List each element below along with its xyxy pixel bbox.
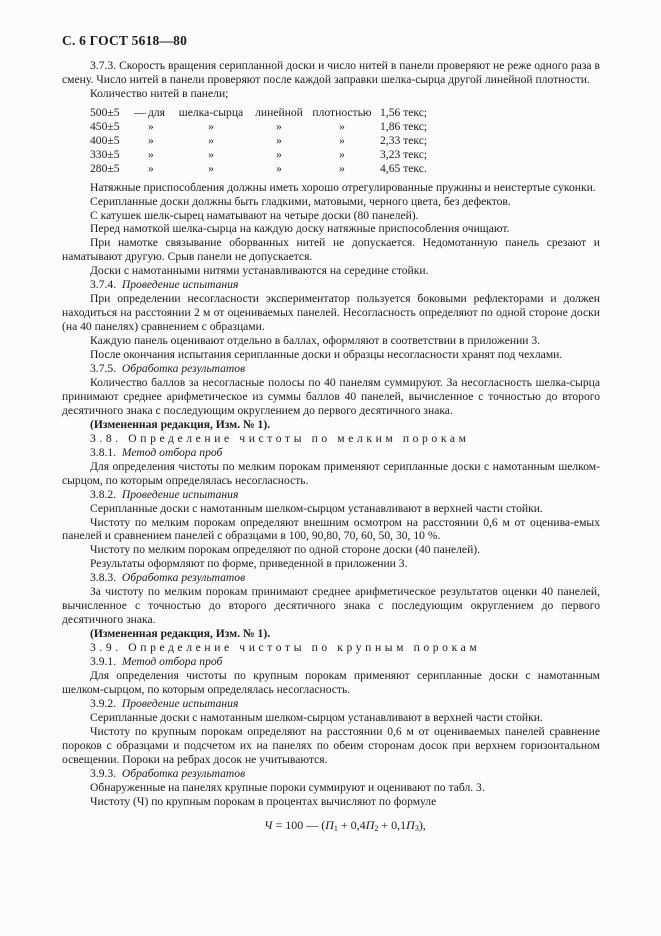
count-cell-c: » <box>276 161 282 175</box>
count-cell-v: 4,65 текс. <box>380 161 427 175</box>
paragraph-before-winding: Перед намоткой шелка-сырца на каждую доску натяжные приспособления очищают. <box>90 222 510 236</box>
paragraph-3-8-2-c: Чистоту по мелким порокам определяют по одной стороне доски (40 панелей). <box>90 543 481 557</box>
count-cell-c: » <box>276 147 282 161</box>
count-row <box>90 120 427 134</box>
count-cell-d: » <box>339 119 345 133</box>
count-row <box>90 134 427 148</box>
paragraph-3-9-1: Для определения чистоты по крупным порокам применяют серипланные доски с намотанным шелком-сырцом, по которым определялась несогласность. <box>62 668 600 696</box>
heading-3-8-1: 3.8.1. Метод отбора проб <box>90 445 223 459</box>
paragraph-3-8-3: За чистоту по мелким порокам принимают среднее арифметическое результатов оценки 40 панелей, вычисленное с точностью до второго десятичного знака с последующим округлением до первого десятичного знака. <box>62 585 600 627</box>
count-cell-n: 400±5 <box>90 133 120 147</box>
paragraph-3-8-1: Для определения чистоты по мелким порокам применяют серипланные доски с намотанным шелком-сырцом, по которым определялась несогласность. <box>62 459 600 487</box>
count-cell-n: 500±5 <box>90 105 120 119</box>
count-intro: Количество нитей в панели; <box>90 86 229 100</box>
count-cell-v: 3,23 текс; <box>380 147 428 161</box>
count-row <box>90 148 427 162</box>
count-cell-c: линейной <box>255 105 303 119</box>
paragraph-each-panel: Каждую панель оценивают отдельно в баллах, оформляют в соответствии в приложении 3. <box>90 334 541 348</box>
page-header: С. 6 ГОСТ 5618—80 <box>62 33 188 48</box>
count-cell-a: » <box>148 133 154 147</box>
paragraph-3-9-2-b: Чистоту по крупным порокам определяют на расстоянии 0,6 м от оцениваемых панелей сравнение пороков с образцами и подсчетом их на панелях по обеим сторонам досок при верхнем горизонтальном освещении. Пороки на ребрах досок не учитываются. <box>62 724 600 766</box>
paragraph-winding: При намотке связывание оборванных нитей не допускается. Недомотанную панель срезают и наматывают другую. Срыв панели не допускается. <box>62 236 600 264</box>
paragraph-tension-devices: Натяжные приспособления должны иметь хорошо отрегулированные пружины и неистертые суконки. <box>90 180 596 194</box>
count-cell-a: » <box>148 161 154 175</box>
count-cell-a: для <box>148 105 166 119</box>
paragraph-boards-stand: Доски с намотанными нитями устанавливаются на середине стойки. <box>90 264 429 278</box>
heading-3-9-1: 3.9.1. Метод отбора проб <box>90 655 223 669</box>
count-cell-v: 1,86 текс; <box>380 119 428 133</box>
paragraph-3-7-4: При определении несогласности экспериментатор пользуется боковыми рефлекторами и должен находиться на расстоянии 2 м от оцениваемых панелей. Несогласность определяют по одной стороне доски (на 40 панелях) сравнением с образцами. <box>62 292 600 334</box>
count-cell-c: » <box>276 133 282 147</box>
heading-3-9-2: 3.9.2. Проведение испытания <box>90 696 239 710</box>
document-body <box>62 59 600 835</box>
count-cell-d: » <box>339 161 345 175</box>
count-cell-dash: — <box>134 105 146 119</box>
amendment-note: (Измененная редакция, Изм. № 1). <box>90 627 271 641</box>
count-cell-dash <box>134 148 148 162</box>
thread-count-table <box>90 106 427 176</box>
paragraph-3-8-2-b: Чистоту по мелким порокам определяют внешним осмотром на расстоянии 0,6 м от оценива-емых панелей и сравнением панелей с образцами в 100, 90,80, 70, 60, 50, 30, 10 %. <box>62 515 600 543</box>
count-cell-b: » <box>208 119 214 133</box>
heading-3-8-2: 3.8.2. Проведение испытания <box>90 487 239 501</box>
paragraph-3-8-2-a: Серипланные доски с намотанным шелком-сырцом устанавливают в верхней части стойки. <box>90 501 543 515</box>
heading-3-7-4: 3.7.4. Проведение испытания <box>90 278 239 292</box>
heading-3-9-3: 3.9.3. Обработка результатов <box>90 766 246 780</box>
paragraph-boards: Серипланные доски должны быть гладкими, матовыми, черного цвета, без дефектов. <box>90 194 511 208</box>
paragraph-bobbins: С катушек шелк-сырец наматывают на четыре доски (80 панелей). <box>90 208 419 222</box>
count-cell-a: » <box>148 147 154 161</box>
count-cell-b: » <box>208 147 214 161</box>
count-cell-v: 2,33 текс; <box>380 133 428 147</box>
count-cell-b: шелка-сырца <box>178 105 244 119</box>
count-cell-dash <box>134 134 148 148</box>
paragraph-3-9-2-a: Серипланные доски с намотанным шелком-сырцом устанавливают в верхней части стойки. <box>90 710 543 724</box>
amendment-note: (Измененная редакция, Изм. № 1). <box>90 417 271 431</box>
count-cell-n: 280±5 <box>90 161 120 175</box>
count-cell-d: » <box>339 147 345 161</box>
count-cell-n: 330±5 <box>90 147 120 161</box>
paragraph-3-9-3-a: Обнаруженные на панелях крупные пороки суммируют и оценивают по табл. 3. <box>90 780 485 794</box>
count-cell-a: » <box>148 119 154 133</box>
paragraph-after-test: После окончания испытания серипланные доски и образцы несогласности хранят под чехлами. <box>90 348 563 362</box>
heading-3-8-3: 3.8.3. Обработка результатов <box>90 571 246 585</box>
count-row <box>90 162 427 176</box>
paragraph-3-8-2-d: Результаты оформляют по форме, приведенной в приложении 3. <box>90 557 408 571</box>
heading-3-7-5: 3.7.5. Обработка результатов <box>90 362 246 376</box>
count-cell-c: » <box>276 119 282 133</box>
paragraph-3-9-3-b: Чистоту (Ч) по крупным порокам в процентах вычисляют по формуле <box>90 794 437 808</box>
count-cell-dash <box>134 162 148 176</box>
heading-3-8: 3.8. Определение чистоты по мелким порокам <box>90 431 470 445</box>
count-row <box>90 106 427 120</box>
purity-formula: Ч = 100 — $(П_1 + 0,4П_2 + 0,1П_3)$, <box>264 817 426 833</box>
count-cell-dash <box>134 120 148 134</box>
paragraph-3-7-3: 3.7.3. Скорость вращения серипланной доски и число нитей в панели проверяют не реже одного раза в смену. Число нитей в панели проверяют после каждой заправки шелка-сырца другой линейной плотности. <box>62 59 600 86</box>
paragraph-3-7-5: Количество баллов за несогласные полосы по 40 панелям суммируют. За несогласность шелка-сырца принимают среднее арифметическое из суммы баллов 40 панелей, вычисленное с точностью до второго десятичного знака с последующим округлением до первого десятичного знака. <box>62 375 600 417</box>
count-cell-v: 1,56 текс; <box>380 105 428 119</box>
count-cell-n: 450±5 <box>90 119 120 133</box>
count-cell-b: » <box>208 133 214 147</box>
heading-3-9: 3.9. Определение чистоты по крупным порокам <box>90 641 481 655</box>
count-cell-b: » <box>208 161 214 175</box>
count-cell-d: плотностью <box>312 105 372 119</box>
count-cell-d: » <box>339 133 345 147</box>
